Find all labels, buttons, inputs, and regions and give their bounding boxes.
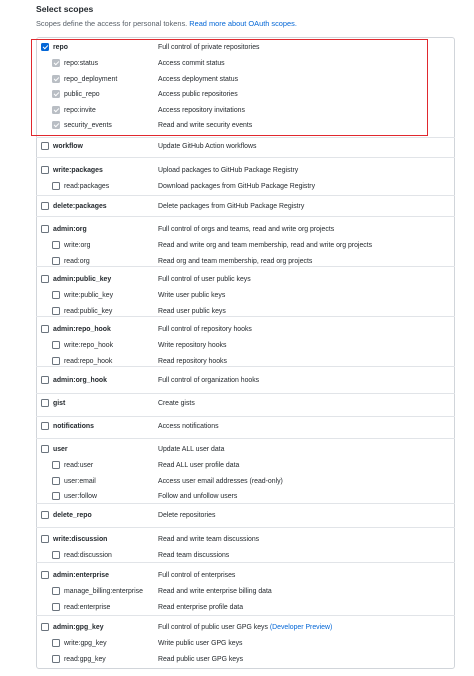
scope-name[interactable]: write:gpg_key bbox=[64, 640, 107, 647]
sub-scope-row bbox=[0, 474, 474, 489]
scope-description bbox=[158, 338, 226, 353]
scope-description-text: Full control of private repositories bbox=[158, 44, 260, 51]
sub-scope-row bbox=[0, 548, 474, 563]
scope-name[interactable]: read:org bbox=[64, 257, 90, 265]
scope-checkbox[interactable] bbox=[52, 477, 60, 485]
scope-checkbox[interactable] bbox=[52, 551, 60, 559]
scope-description-text: Update GitHub Action workflows bbox=[158, 143, 257, 150]
scope-description-text: Full control of user public keys bbox=[158, 276, 251, 283]
scopes-description-text: Scopes define the access for personal tokens. bbox=[36, 19, 188, 28]
scope-name[interactable]: write:repo_hook bbox=[64, 342, 114, 349]
scope-checkbox[interactable] bbox=[52, 182, 60, 190]
scope-row bbox=[0, 419, 474, 434]
scope-group-divider bbox=[36, 137, 455, 138]
scope-name[interactable]: write:public_key bbox=[64, 292, 114, 299]
scope-checkbox[interactable] bbox=[41, 623, 49, 631]
scope-name[interactable]: notifications bbox=[53, 423, 94, 430]
scope-name[interactable]: read:enterprise bbox=[64, 603, 111, 611]
sub-scope-row bbox=[0, 304, 474, 319]
scope-group-divider bbox=[36, 157, 455, 158]
scope-name[interactable]: read:public_key bbox=[64, 307, 113, 315]
scope-description-text: Access repository invitations bbox=[158, 106, 245, 114]
scope-description-text: Download packages from GitHub Package Registry bbox=[158, 183, 316, 190]
scope-checkbox[interactable] bbox=[41, 166, 49, 174]
scope-description bbox=[158, 636, 243, 651]
scope-name[interactable]: delete_repo bbox=[53, 512, 92, 519]
scope-name[interactable]: read:gpg_key bbox=[64, 655, 106, 663]
scope-description-text: Read and write team discussions bbox=[158, 536, 260, 543]
scope-checkbox[interactable] bbox=[52, 461, 60, 469]
scope-name[interactable]: workflow bbox=[53, 143, 83, 150]
scope-description-text: Access deployment status bbox=[158, 75, 239, 83]
scope-name[interactable]: admin:gpg_key bbox=[53, 624, 104, 631]
scope-description bbox=[158, 272, 251, 287]
scope-description-text: Read and write security events bbox=[158, 122, 253, 129]
scope-group-divider bbox=[36, 393, 455, 394]
scope-description-text: Delete packages from GitHub Package Registry bbox=[158, 203, 305, 210]
scope-row bbox=[0, 442, 474, 457]
scope-row bbox=[0, 532, 474, 547]
scope-name[interactable]: gist bbox=[53, 400, 66, 407]
scope-checkbox[interactable] bbox=[41, 376, 49, 384]
scope-description bbox=[158, 652, 243, 667]
scope-description-text: Update ALL user data bbox=[158, 446, 225, 453]
scope-checkbox[interactable] bbox=[52, 587, 60, 595]
scope-description-text: Read repository hooks bbox=[158, 357, 227, 365]
scope-checkbox[interactable] bbox=[41, 445, 49, 453]
scope-name[interactable]: repo bbox=[53, 44, 68, 51]
scope-name[interactable]: security_events bbox=[64, 122, 112, 129]
scope-name[interactable]: user:follow bbox=[64, 493, 97, 500]
scope-checkbox[interactable] bbox=[52, 291, 60, 299]
scope-description-text: Full control of repository hooks bbox=[158, 326, 252, 333]
scope-group-divider bbox=[36, 615, 455, 616]
scope-name[interactable]: admin:repo_hook bbox=[53, 326, 111, 333]
scope-description-text: Access notifications bbox=[158, 423, 219, 430]
scope-checkbox[interactable] bbox=[41, 325, 49, 333]
sub-scope-row bbox=[0, 179, 474, 194]
scope-row bbox=[0, 199, 474, 214]
scope-name[interactable]: read:discussion bbox=[64, 552, 112, 559]
scope-description-text: Read team discussions bbox=[158, 552, 230, 559]
scope-description-text: Read and write enterprise billing data bbox=[158, 588, 272, 595]
scope-description-text: Full control of enterprises bbox=[158, 572, 236, 579]
scope-name[interactable]: admin:enterprise bbox=[53, 572, 109, 579]
scope-description-text: Read public user GPG keys bbox=[158, 655, 244, 663]
scope-description bbox=[158, 584, 272, 599]
scope-description-text: Read and write org and team membership, read and write org projects bbox=[158, 242, 373, 249]
scope-description bbox=[158, 222, 334, 237]
scope-description-text: Access public repositories bbox=[158, 91, 238, 98]
scope-description bbox=[158, 254, 312, 269]
scope-checkbox[interactable] bbox=[41, 225, 49, 233]
scope-checkbox[interactable] bbox=[52, 257, 60, 265]
scope-description bbox=[158, 238, 372, 253]
scope-row bbox=[0, 139, 474, 154]
sub-scope-row bbox=[0, 458, 474, 473]
scope-checkbox[interactable] bbox=[52, 639, 60, 647]
scope-description-text: Access commit status bbox=[158, 60, 225, 67]
scope-name[interactable]: delete:packages bbox=[53, 203, 107, 210]
scope-row bbox=[0, 373, 474, 388]
scope-name[interactable]: user bbox=[53, 446, 68, 453]
scope-group-divider bbox=[36, 438, 455, 439]
scope-name[interactable]: read:packages bbox=[64, 183, 110, 190]
scope-description bbox=[158, 396, 195, 411]
sub-scope-row bbox=[0, 584, 474, 599]
scope-name[interactable]: read:user bbox=[64, 462, 94, 469]
scope-description-text: Write user public keys bbox=[158, 292, 226, 299]
scope-description bbox=[158, 354, 227, 369]
scope-description-text: Read ALL user profile data bbox=[158, 462, 240, 469]
sub-scope-row bbox=[0, 636, 474, 651]
scope-name[interactable]: admin:public_key bbox=[53, 276, 112, 283]
scope-description bbox=[158, 288, 225, 303]
scope-group-divider bbox=[36, 527, 455, 528]
scope-description bbox=[158, 600, 243, 615]
scope-description bbox=[158, 163, 298, 178]
scope-description bbox=[158, 568, 235, 583]
scope-description-text: Delete repositories bbox=[158, 512, 216, 519]
scope-group-divider bbox=[36, 416, 455, 417]
scope-row bbox=[0, 163, 474, 178]
scope-name[interactable]: manage_billing:enterprise bbox=[64, 588, 143, 595]
scope-group-divider bbox=[36, 216, 455, 217]
scope-description bbox=[158, 442, 224, 457]
select-scopes-heading: Select scopes bbox=[36, 4, 94, 14]
scope-description-text: Read enterprise profile data bbox=[158, 603, 244, 611]
scope-name[interactable]: read:repo_hook bbox=[64, 357, 113, 365]
sub-scope-row bbox=[0, 489, 474, 504]
scope-description bbox=[158, 199, 304, 214]
scope-description bbox=[158, 139, 256, 154]
scope-description bbox=[158, 304, 226, 319]
scope-name[interactable]: repo_deployment bbox=[64, 75, 118, 83]
sub-scope-row bbox=[0, 238, 474, 253]
scope-checkbox[interactable] bbox=[41, 571, 49, 579]
developer-preview-link[interactable]: (Developer Preview) bbox=[269, 624, 333, 631]
scope-checkbox[interactable] bbox=[41, 535, 49, 543]
scope-name[interactable]: admin:org_hook bbox=[53, 377, 107, 384]
scope-name[interactable]: admin:org bbox=[53, 226, 87, 233]
sub-scope-row bbox=[0, 338, 474, 353]
scope-description-text: Full control of organization hooks bbox=[158, 377, 260, 384]
scope-description-text: Create gists bbox=[158, 400, 195, 407]
sub-scope-row bbox=[0, 288, 474, 303]
scope-name[interactable]: user:email bbox=[64, 477, 96, 485]
scope-description-text: Full control of public user GPG keys bbox=[158, 624, 268, 631]
scope-name[interactable]: public_repo bbox=[64, 91, 100, 98]
scope-checkbox[interactable] bbox=[41, 511, 49, 519]
scope-description bbox=[158, 322, 252, 337]
scope-row bbox=[0, 396, 474, 411]
scope-name[interactable]: write:org bbox=[64, 242, 91, 249]
scope-description bbox=[158, 489, 237, 504]
scope-description-text: Full control of orgs and teams, read and write org projects bbox=[158, 226, 335, 233]
scope-group-divider bbox=[36, 195, 455, 196]
scope-row bbox=[0, 222, 474, 237]
scope-description-text: Write public user GPG keys bbox=[158, 640, 243, 647]
scope-description bbox=[158, 548, 229, 563]
scope-row bbox=[0, 508, 474, 523]
scope-description bbox=[158, 373, 259, 388]
scopes-description bbox=[36, 19, 297, 28]
scope-checkbox[interactable] bbox=[52, 357, 60, 365]
sub-scope-row bbox=[0, 354, 474, 369]
scope-checkbox[interactable] bbox=[41, 422, 49, 430]
scope-checkbox[interactable] bbox=[52, 655, 60, 663]
scope-description-text: Upload packages to GitHub Package Registry bbox=[158, 167, 299, 174]
scope-description-text: Access user email addresses (read-only) bbox=[158, 477, 283, 485]
scope-description bbox=[158, 179, 315, 194]
sub-scope-row bbox=[0, 254, 474, 269]
scope-row bbox=[0, 620, 474, 635]
scope-checkbox[interactable] bbox=[41, 399, 49, 407]
scope-row bbox=[0, 272, 474, 287]
scope-description bbox=[158, 458, 239, 473]
scope-name[interactable]: write:packages bbox=[53, 167, 103, 174]
sub-scope-row bbox=[0, 652, 474, 667]
scope-checkbox[interactable] bbox=[52, 341, 60, 349]
scope-description bbox=[158, 419, 219, 434]
oauth-scopes-link[interactable]: Read more about OAuth scopes. bbox=[189, 19, 297, 28]
repo-scope-highlight bbox=[31, 39, 428, 136]
scope-description bbox=[158, 532, 259, 547]
scope-description-text: Read org and team membership, read org projects bbox=[158, 257, 313, 265]
scope-row bbox=[0, 568, 474, 583]
scope-description bbox=[158, 620, 332, 635]
scope-checkbox[interactable] bbox=[52, 492, 60, 500]
scope-description bbox=[158, 508, 215, 523]
scope-name[interactable]: repo:status bbox=[64, 60, 99, 67]
scope-description bbox=[158, 474, 283, 489]
scope-checkbox[interactable] bbox=[52, 603, 60, 611]
scope-description-text: Read user public keys bbox=[158, 307, 226, 315]
scope-checkbox[interactable] bbox=[41, 202, 49, 210]
scope-description-text: Write repository hooks bbox=[158, 342, 227, 349]
scope-name[interactable]: repo:invite bbox=[64, 106, 96, 114]
scope-name[interactable]: write:discussion bbox=[53, 536, 108, 543]
scope-checkbox[interactable] bbox=[41, 275, 49, 283]
sub-scope-row bbox=[0, 600, 474, 615]
scope-checkbox[interactable] bbox=[41, 142, 49, 150]
scope-description-text: Follow and unfollow users bbox=[158, 493, 238, 500]
scope-checkbox[interactable] bbox=[52, 241, 60, 249]
scope-checkbox[interactable] bbox=[52, 307, 60, 315]
scope-row bbox=[0, 322, 474, 337]
